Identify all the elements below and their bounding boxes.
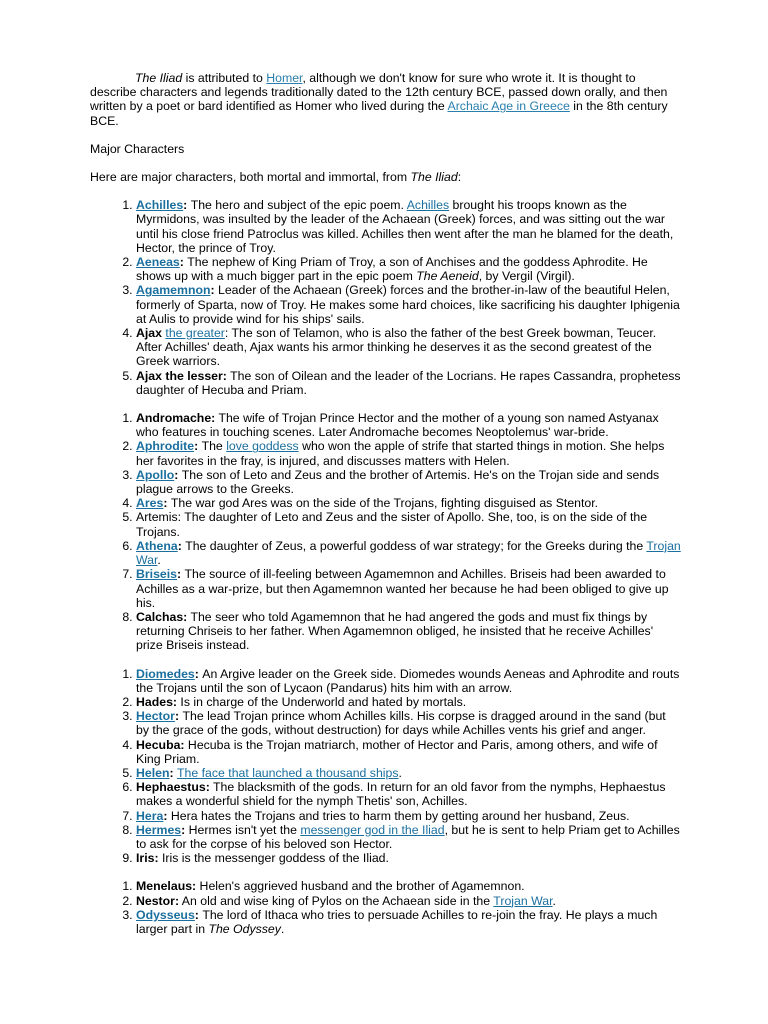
item-text: , by Vergil (Virgil). (478, 269, 575, 284)
intro-paragraph (90, 71, 682, 128)
character-list-4 (90, 879, 682, 936)
list-item-helen (136, 766, 682, 780)
hades-name: Hades: (136, 694, 178, 709)
hera-link[interactable]: Hera (136, 808, 164, 823)
item-text: Hecuba is the Trojan matriarch, mother of Hector and Paris, among others, and wife of King Priam. (136, 737, 658, 766)
separator: : (169, 765, 178, 780)
intro-text: is attributed to (182, 71, 267, 85)
calchas-name: Calchas: (136, 609, 188, 624)
love-goddess-link[interactable]: love goddess (226, 439, 299, 454)
separator: : (177, 567, 185, 582)
hector-link[interactable]: Hector (136, 709, 175, 724)
item-text: An old and wise king of Pylos on the Achaean side in the (179, 893, 494, 908)
item-text: The blacksmith of the gods. In return for an old favor from the nymphs, Hephaestus makes a wonderful shield for the nymph Thetis' son, Achilles. (136, 780, 666, 809)
item-text: The lord of Ithaca who tries to persuade Achilles to re-join the fray. He plays a much larger part in (136, 907, 658, 936)
character-list-1 (90, 198, 682, 397)
list-item-aeneas (136, 255, 682, 283)
item-text: . (552, 893, 556, 908)
list-item-nestor (136, 894, 682, 908)
separator: : (194, 666, 203, 681)
item-text: The (201, 439, 227, 454)
list-item-achilles (136, 198, 682, 255)
odyssey-title: The Odyssey (208, 921, 281, 936)
item-text: Leader of the Achaean (Greek) forces and the brother-in-law of the beautiful Helen, formerly of Sparta, now of Troy. He makes some hard choices, like sacrificing his daughter Iphigenia at Aulis to provide wind for his ships' sails. (136, 283, 680, 326)
separator: : (181, 822, 189, 837)
item-text: who won the apple of strife that started things in motion. She helps her favorites in the fray, is injured, and discusses matters with Helen. (136, 439, 665, 468)
list-item-hera (136, 809, 682, 823)
list-item-athena (136, 539, 682, 567)
separator: : (194, 907, 203, 922)
list-item-ajax-lesser (136, 369, 682, 397)
separator: : (179, 255, 188, 270)
the-greater-link[interactable]: the greater (165, 326, 225, 341)
separator: : (174, 709, 183, 724)
aeneid-title: The Aeneid (416, 269, 479, 284)
item-text: , but he is sent to help Priam get to Achilles to ask for the corpse of his beloved son Hector. (136, 822, 680, 851)
list-item-calchas (136, 610, 682, 653)
list-item-odysseus (136, 908, 682, 936)
list-item-menelaus (136, 879, 682, 893)
separator: : (210, 283, 218, 298)
athena-link[interactable]: Athena (136, 538, 178, 553)
list-item-hector (136, 709, 682, 737)
document-body (90, 71, 682, 936)
homer-link[interactable]: Homer (266, 71, 303, 85)
intro-text: , although we don't know for sure who wrote it. It is thought to describe characters and legends traditionally dated to the 12th century BCE, passed down orally, and then written by a poet or bard identified as Homer who lived during the (90, 71, 668, 114)
iris-name: Iris: (136, 851, 159, 866)
hermes-link[interactable]: Hermes (136, 822, 182, 837)
item-text: brought his troops known as the Myrmidons, was insulted by the leader of the Achaean (Greek) forces, and was sitting out the war until his close friend Patroclus was killed. Achilles then went after the man he blamed for the death, Hector, the prince of Troy. (136, 198, 674, 255)
separator: : (194, 439, 202, 454)
ajax-lesser-name: Ajax the lesser: (136, 368, 227, 383)
list-item-agamemnon (136, 283, 682, 326)
item-text: The seer who told Agamemnon that he had angered the gods and must fix things by returning Chriseis to her father. When Agamemnon obliged, he insisted that he receive Achilles' prize Briseis instead. (136, 609, 654, 653)
archaic-age-link[interactable]: Archaic Age in Greece (447, 99, 570, 114)
item-text: Hermes isn't yet the (188, 822, 301, 837)
apollo-link[interactable]: Apollo (136, 467, 175, 482)
item-text: The son of Oilean and the leader of the Locrians. He rapes Cassandra, prophetess daughter of Hecuba and Priam. (136, 368, 681, 397)
list-item-hecuba (136, 738, 682, 766)
diomedes-link[interactable]: Diomedes (136, 666, 195, 681)
achilles-link[interactable]: Achilles (136, 198, 184, 213)
helen-link[interactable]: Helen (136, 765, 170, 780)
list-item-ares (136, 496, 682, 510)
item-text: Hera hates the Trojans and tries to harm them by getting around her husband, Zeus. (170, 808, 630, 823)
list-item-hermes (136, 823, 682, 851)
list-item-hades (136, 695, 682, 709)
nestor-name: Nestor: (136, 893, 180, 908)
section-heading: Major Characters (90, 141, 185, 156)
iliad-title: The Iliad (135, 71, 183, 85)
item-text: . (157, 553, 161, 568)
separator: : (163, 496, 171, 511)
item-text: Iris is the messenger goddess of the Iliad. (158, 851, 389, 866)
list-item-artemis (136, 510, 682, 538)
item-text: The source of ill-feeling between Agamemnon and Achilles. Briseis had been awarded to Achilles as a war-prize, but then Agamemnon wanted her because he had been obliged to give up his. (136, 567, 669, 610)
separator: : (183, 198, 191, 213)
item-text: Helen's aggrieved husband and the brother of Agamemnon. (196, 879, 525, 894)
trojan-war-link[interactable]: Trojan War (136, 538, 681, 568)
item-text: The daughter of Zeus, a powerful goddess of war strategy; for the Greeks during the (185, 538, 647, 553)
aeneas-link[interactable]: Aeneas (136, 255, 180, 270)
odysseus-link[interactable]: Odysseus (136, 907, 195, 922)
aphrodite-link[interactable]: Aphrodite (136, 439, 195, 454)
hecuba-name: Hecuba: (136, 737, 185, 752)
lead-text: : (457, 170, 462, 185)
andromache-name: Andromache: (136, 411, 216, 426)
list-item-aphrodite (136, 439, 682, 467)
item-text: The lead Trojan prince whom Achilles kills. His corpse is dragged around in the sand (but by the grace of the gods, without destruction) for days while Achilles vents his grief and anger. (136, 709, 666, 738)
item-text: The hero and subject of the epic poem. (190, 198, 407, 213)
face-thousand-ships-link[interactable]: The face that launched a thousand ships (177, 765, 399, 780)
messenger-god-link[interactable]: messenger god in the Iliad (300, 822, 445, 837)
character-list-2 (90, 411, 682, 652)
separator: : (174, 467, 182, 482)
list-item-apollo (136, 468, 682, 496)
list-item-ajax (136, 326, 682, 369)
list-item-andromache (136, 411, 682, 439)
hephaestus-name: Hephaestus: (136, 780, 210, 795)
item-text: : The son of Telamon, who is also the father of the best Greek bowman, Teucer. After Achilles' death, Ajax wants his armor thinking he deserves it as the second greatest of the Greek warriors. (136, 326, 657, 369)
item-text: Artemis: The daughter of Leto and Zeus and the sister of Apollo. She, too, is on the side of the Trojans. (136, 510, 648, 539)
item-text: The nephew of King Priam of Troy, a son of Anchises and the goddess Aphrodite. He shows up with a much bigger part in the epic poem (136, 255, 648, 284)
item-text: . (280, 921, 285, 936)
intro-text: in the 8th century BCE. (90, 99, 668, 128)
menelaus-name: Menelaus: (136, 879, 197, 894)
trojan-war-link[interactable]: Trojan War (493, 893, 553, 908)
list-item-iris (136, 851, 682, 865)
item-text: The son of Leto and Zeus and the brother of Artemis. He's on the Trojan side and sends plague arrows to the Greeks. (136, 467, 660, 497)
separator: : (163, 808, 171, 823)
iliad-title: The Iliad (410, 170, 458, 185)
lead-text: Here are major characters, both mortal and immortal, from (90, 170, 411, 185)
ajax-name: Ajax (136, 326, 162, 341)
lead-paragraph (90, 170, 682, 184)
list-item-hephaestus (136, 780, 682, 808)
ares-link[interactable]: Ares (136, 496, 164, 511)
list-item-diomedes (136, 667, 682, 695)
item-text: Is in charge of the Underworld and hated by mortals. (177, 694, 467, 709)
separator: : (177, 538, 186, 553)
item-text: . (398, 765, 402, 780)
character-list-3 (90, 667, 682, 866)
item-text: An Argive leader on the Greek side. Diomedes wounds Aeneas and Aphrodite and routs the Trojans until the son of Lycaon (Pandarus) hits him with an arrow. (136, 666, 680, 695)
list-item-briseis (136, 567, 682, 610)
item-text: The war god Ares was on the side of the Trojans, fighting disguised as Stentor. (170, 496, 599, 511)
item-text: The wife of Trojan Prince Hector and the mother of a young son named Astyanax who features in touching scenes. Later Andromache becomes Neoptolemus' war-bride. (136, 411, 659, 440)
briseis-link[interactable]: Briseis (136, 567, 178, 582)
achilles-inline-link[interactable]: Achilles (406, 198, 450, 213)
agamemnon-link[interactable]: Agamemnon (136, 283, 211, 298)
